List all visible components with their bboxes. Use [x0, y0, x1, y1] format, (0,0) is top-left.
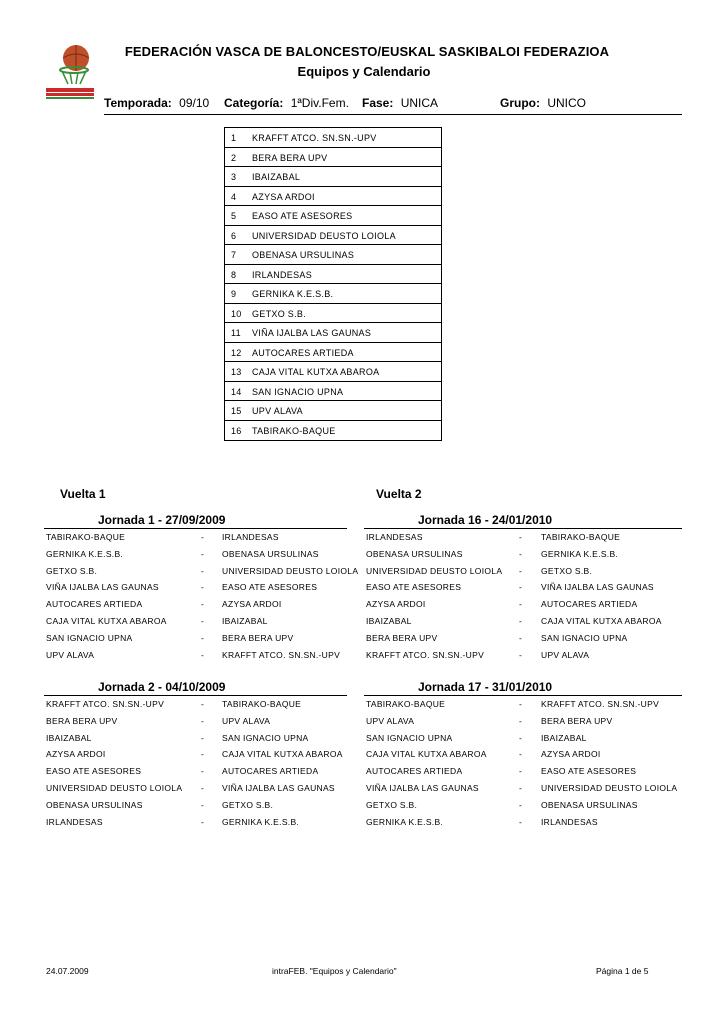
match-away-team: UPV ALAVA	[541, 649, 590, 660]
team-number: 7	[231, 250, 237, 260]
match-away-team: AUTOCARES ARTIEDA	[541, 599, 638, 610]
match-away-team: BERA BERA UPV	[222, 632, 294, 643]
jornada-divider	[364, 528, 682, 529]
match-away-team: EASO ATE ASESORES	[541, 766, 637, 777]
match-separator: -	[201, 532, 204, 542]
match-away-team: GERNIKA K.E.S.B.	[541, 548, 619, 559]
match-away-team: UNIVERSIDAD DEUSTO LOIOLA	[222, 565, 359, 576]
team-row	[225, 167, 441, 187]
teams-list	[224, 127, 442, 441]
match-away-team: UPV ALAVA	[222, 715, 271, 726]
match-home-team: AZYSA ARDOI	[46, 749, 106, 760]
match-away-team: KRAFFT ATCO. SN.SN.-UPV	[222, 649, 341, 660]
match-home-team: KRAFFT ATCO. SN.SN.-UPV	[46, 699, 165, 709]
match-separator: -	[201, 715, 204, 726]
team-number: 1	[231, 133, 237, 143]
team-number: 16	[231, 425, 242, 436]
temporada	[104, 96, 209, 110]
match-separator: -	[519, 632, 522, 643]
team-number: 9	[231, 289, 237, 299]
match-home-team: TABIRAKO-BAQUE	[366, 699, 446, 709]
team-number: 5	[231, 211, 237, 221]
document-subtitle: Equipos y Calendario	[297, 64, 431, 79]
team-number: 12	[231, 347, 242, 358]
grupo-value: UNICO	[547, 96, 587, 110]
team-number: 2	[231, 152, 237, 163]
match-separator: -	[519, 565, 522, 576]
jornada-divider	[364, 695, 682, 696]
match-separator: -	[201, 616, 204, 626]
match-separator: -	[201, 699, 204, 709]
vuelta-2-label: Vuelta 2	[376, 487, 422, 501]
match-separator: -	[201, 816, 204, 827]
match-separator: -	[519, 783, 522, 793]
team-row	[225, 382, 441, 402]
match-away-team: VIÑA IJALBA LAS GAUNAS	[541, 582, 654, 593]
match-separator: -	[201, 649, 204, 660]
match-away-team: AZYSA ARDOI	[222, 599, 282, 610]
match-home-team: BERA BERA UPV	[366, 632, 438, 643]
match-separator: -	[201, 766, 204, 777]
team-row	[225, 362, 441, 382]
match-home-team: GERNIKA K.E.S.B.	[46, 548, 124, 559]
match-separator: -	[519, 699, 522, 709]
team-row	[225, 206, 441, 226]
team-number: 6	[231, 230, 237, 241]
match-home-team: CAJA VITAL KUTXA ABAROA	[366, 749, 487, 760]
team-number: 15	[231, 406, 242, 416]
team-number: 8	[231, 269, 237, 280]
match-separator: -	[201, 582, 204, 593]
match-away-team: GETXO S.B.	[222, 799, 274, 810]
team-name: AUTOCARES ARTIEDA	[252, 347, 354, 358]
match-separator: -	[519, 766, 522, 777]
team-row	[225, 226, 441, 246]
jornada-title: Jornada 17 - 31/01/2010	[418, 680, 553, 694]
match-home-team: OBENASA URSULINAS	[366, 548, 463, 559]
match-home-team: CAJA VITAL KUTXA ABAROA	[46, 616, 167, 626]
match-separator: -	[201, 749, 204, 760]
match-separator: -	[519, 616, 522, 626]
categoria	[224, 96, 349, 110]
match-away-team: TABIRAKO-BAQUE	[222, 699, 302, 709]
categoria-label: Categoría:	[224, 96, 284, 110]
team-name: UPV ALAVA	[252, 406, 303, 416]
temporada-label: Temporada:	[104, 96, 172, 110]
match-home-team: VIÑA IJALBA LAS GAUNAS	[46, 582, 159, 593]
team-name: UNIVERSIDAD DEUSTO LOIOLA	[252, 230, 396, 241]
match-home-team: AUTOCARES ARTIEDA	[366, 766, 463, 777]
match-home-team: IBAIZABAL	[46, 732, 92, 743]
team-name: OBENASA URSULINAS	[252, 250, 355, 260]
team-row	[225, 421, 441, 441]
fase-label: Fase:	[362, 96, 394, 110]
match-separator: -	[519, 732, 522, 743]
team-name: GERNIKA K.E.S.B.	[252, 289, 334, 299]
match-home-team: AUTOCARES ARTIEDA	[46, 599, 143, 610]
match-separator: -	[519, 799, 522, 810]
match-separator: -	[519, 816, 522, 827]
categoria-value: 1ªDiv.Fem.	[290, 96, 349, 110]
grupo	[500, 96, 586, 110]
match-separator: -	[519, 649, 522, 660]
match-away-team: KRAFFT ATCO. SN.SN.-UPV	[541, 699, 660, 709]
match-home-team: SAN IGNACIO UPNA	[46, 632, 133, 643]
match-away-team: IBAIZABAL	[541, 732, 587, 743]
team-name: KRAFFT ATCO. SN.SN.-UPV	[252, 133, 377, 143]
match-away-team: AZYSA ARDOI	[541, 749, 601, 760]
team-number: 10	[231, 308, 242, 319]
match-away-team: EASO ATE ASESORES	[222, 582, 318, 593]
team-number: 11	[231, 328, 241, 338]
match-home-team: TABIRAKO-BAQUE	[46, 532, 126, 542]
footer-page: Página 1 de 5	[596, 966, 649, 976]
team-name: TABIRAKO-BAQUE	[252, 425, 336, 436]
fase	[362, 96, 438, 110]
match-separator: -	[201, 599, 204, 610]
match-separator: -	[519, 532, 522, 542]
federation-title: FEDERACIÓN VASCA DE BALONCESTO/EUSKAL SASKIBALOI FEDERAZIOA	[124, 44, 610, 59]
match-home-team: UPV ALAVA	[46, 649, 95, 660]
match-home-team: GERNIKA K.E.S.B.	[366, 816, 444, 827]
match-home-team: IRLANDESAS	[46, 816, 103, 827]
match-separator: -	[201, 632, 204, 643]
match-home-team: AZYSA ARDOI	[366, 599, 426, 610]
match-away-team: IRLANDESAS	[541, 816, 598, 827]
team-row	[225, 265, 441, 285]
team-number: 4	[231, 191, 237, 202]
fase-value: UNICA	[400, 96, 439, 110]
match-home-team: GETXO S.B.	[366, 799, 418, 810]
match-away-team: SAN IGNACIO UPNA	[222, 732, 309, 743]
team-number: 14	[231, 386, 242, 397]
match-away-team: CAJA VITAL KUTXA ABAROA	[541, 616, 662, 626]
match-away-team: AUTOCARES ARTIEDA	[222, 766, 319, 777]
match-home-team: SAN IGNACIO UPNA	[366, 732, 453, 743]
match-away-team: GERNIKA K.E.S.B.	[222, 816, 300, 827]
match-home-team: EASO ATE ASESORES	[46, 766, 142, 777]
match-home-team: UNIVERSIDAD DEUSTO LOIOLA	[366, 565, 503, 576]
match-separator: -	[519, 749, 522, 760]
match-away-team: OBENASA URSULINAS	[222, 548, 319, 559]
team-name: SAN IGNACIO UPNA	[252, 386, 344, 397]
grupo-label: Grupo:	[500, 96, 540, 110]
team-row	[225, 401, 441, 421]
match-away-team: SAN IGNACIO UPNA	[541, 632, 628, 643]
header-divider	[104, 114, 682, 115]
match-separator: -	[201, 799, 204, 810]
match-home-team: UNIVERSIDAD DEUSTO LOIOLA	[46, 783, 183, 793]
team-row	[225, 304, 441, 324]
match-away-team: OBENASA URSULINAS	[541, 799, 638, 810]
match-separator: -	[201, 783, 204, 793]
team-name: BERA BERA UPV	[252, 152, 328, 163]
temporada-value: 09/10	[179, 96, 210, 110]
vuelta-1-label: Vuelta 1	[60, 487, 106, 501]
match-away-team: GETXO S.B.	[541, 565, 593, 576]
team-row	[225, 187, 441, 207]
team-row	[225, 323, 441, 343]
team-name: IBAIZABAL	[252, 172, 301, 182]
match-home-team: GETXO S.B.	[46, 565, 98, 576]
jornada-title: Jornada 1 - 27/09/2009	[98, 513, 226, 527]
match-home-team: VIÑA IJALBA LAS GAUNAS	[366, 783, 479, 793]
team-name: CAJA VITAL KUTXA ABAROA	[252, 367, 380, 377]
jornada-title: Jornada 16 - 24/01/2010	[418, 513, 553, 527]
team-row	[225, 245, 441, 265]
footer-center: intraFEB. "Equipos y Calendario"	[272, 966, 397, 976]
match-home-team: UPV ALAVA	[366, 715, 415, 726]
jornada-title: Jornada 2 - 04/10/2009	[98, 680, 226, 694]
team-row	[225, 148, 441, 168]
match-home-team: OBENASA URSULINAS	[46, 799, 143, 810]
team-row	[225, 128, 441, 148]
match-home-team: IRLANDESAS	[366, 532, 423, 542]
team-number: 3	[231, 172, 237, 182]
team-name: EASO ATE ASESORES	[252, 211, 353, 221]
match-home-team: EASO ATE ASESORES	[366, 582, 462, 593]
match-separator: -	[519, 599, 522, 610]
team-number: 13	[231, 367, 242, 377]
team-name: IRLANDESAS	[252, 269, 313, 280]
match-separator: -	[519, 548, 522, 559]
match-away-team: CAJA VITAL KUTXA ABAROA	[222, 749, 343, 760]
match-away-team: UNIVERSIDAD DEUSTO LOIOLA	[541, 783, 678, 793]
match-separator: -	[201, 548, 204, 559]
match-separator: -	[201, 732, 204, 743]
match-separator: -	[519, 582, 522, 593]
match-away-team: BERA BERA UPV	[541, 715, 613, 726]
team-name: AZYSA ARDOI	[252, 191, 315, 202]
match-away-team: VIÑA IJALBA LAS GAUNAS	[222, 783, 335, 793]
match-home-team: KRAFFT ATCO. SN.SN.-UPV	[366, 649, 485, 660]
match-separator: -	[201, 565, 204, 576]
match-separator: -	[519, 715, 522, 726]
team-row	[225, 284, 441, 304]
team-row	[225, 343, 441, 363]
match-away-team: TABIRAKO-BAQUE	[541, 532, 621, 542]
match-away-team: IBAIZABAL	[222, 616, 268, 626]
match-away-team: IRLANDESAS	[222, 532, 279, 542]
team-name: VIÑA IJALBA LAS GAUNAS	[252, 328, 372, 338]
jornada-divider	[44, 528, 347, 529]
match-home-team: IBAIZABAL	[366, 616, 412, 626]
jornada-divider	[44, 695, 347, 696]
footer-date: 24.07.2009	[46, 966, 89, 976]
match-home-team: BERA BERA UPV	[46, 715, 118, 726]
team-name: GETXO S.B.	[252, 308, 307, 319]
